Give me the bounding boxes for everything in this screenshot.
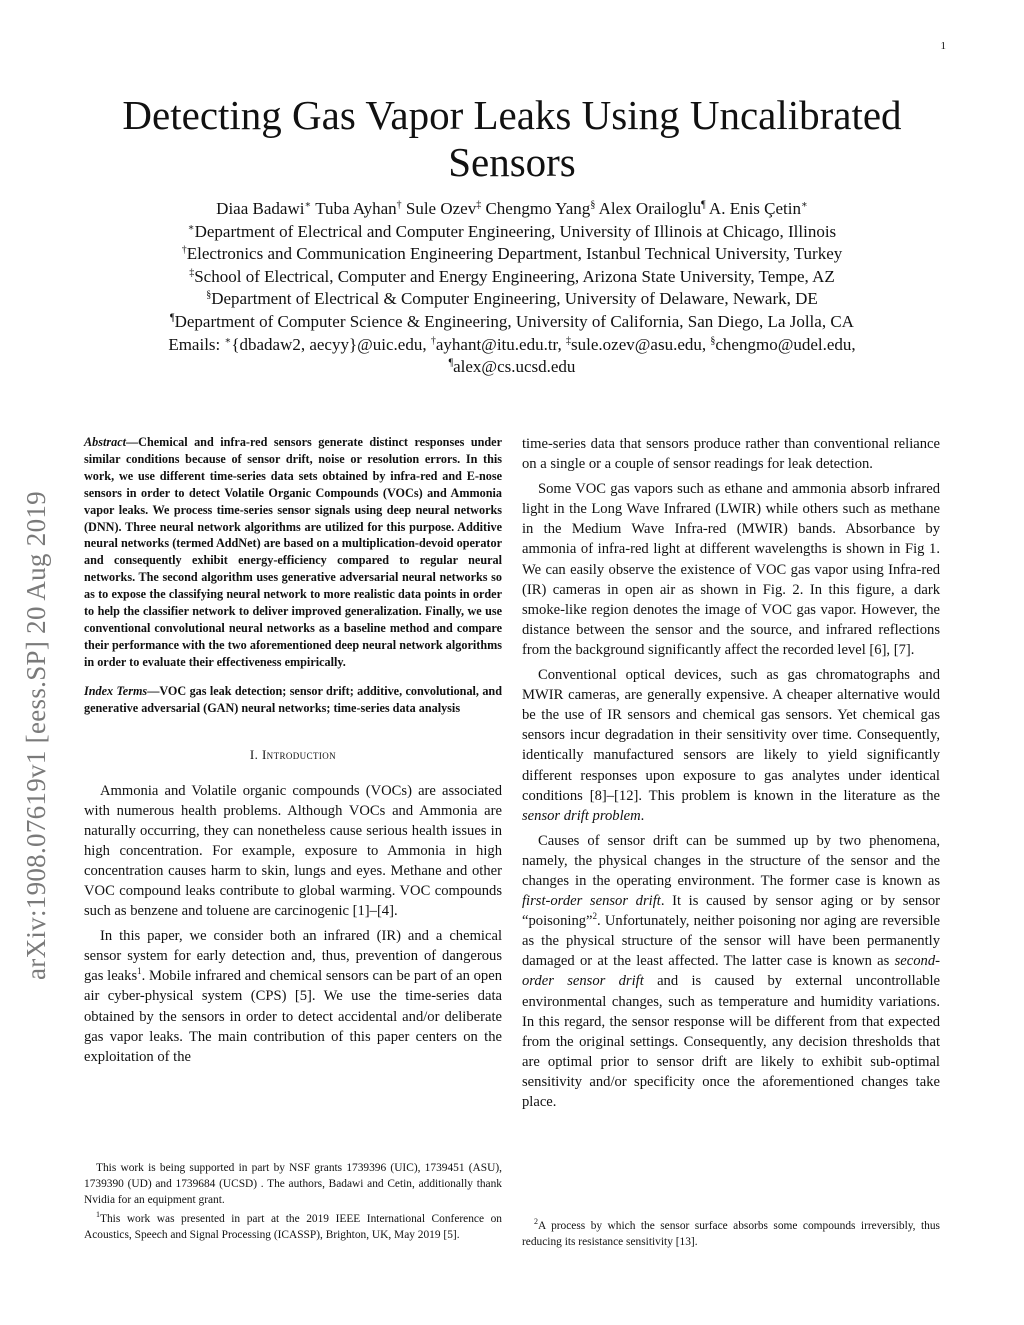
affiliation-text: Department of Electrical & Computer Engineering, University of Delaware, Newark, DE — [211, 289, 818, 309]
paragraph-text: . Mobile infrared and chemical sensors can be part of an open air cyber-physical system (CPS) [5]. We use the time-series data obtained by the sensors in order to detect accidental and/or deliberate gas vapor leaks. The main contribution of this paper centers on the exploitation of the — [84, 968, 502, 1065]
author-mark: ¶ — [701, 199, 706, 211]
author-mark: † — [396, 199, 402, 211]
affiliation-text: Electronics and Communication Engineering Department, Istanbul Technical University, Turkey — [186, 244, 843, 264]
affiliation-mark: ¶ — [170, 312, 175, 324]
affiliation-line — [90, 221, 934, 244]
paragraph-text: . — [640, 807, 645, 824]
footnote-text: A process by which the sensor surface absorbs some compounds irreversibly, thus reducing its resistance sensitivity [13]. — [522, 1220, 940, 1249]
email-mark: ∗ — [224, 334, 232, 346]
email-mark: § — [710, 334, 716, 346]
affiliation-line — [90, 288, 934, 311]
author-name: A. Enis Çetin — [708, 199, 802, 218]
footnote-2 — [522, 1218, 940, 1250]
author-mark: ‡ — [476, 199, 482, 211]
index-terms-label: Index Terms — [84, 683, 148, 698]
email-address: {dbadaw2, aecyy}@uic.edu, — [231, 334, 431, 354]
affiliation-text: Department of Computer Science & Engineering, University of California, San Diego, La Jolla, CA — [174, 311, 854, 331]
left-footnotes — [84, 1160, 502, 1245]
paragraph — [522, 831, 940, 1112]
paragraph-text: Conventional optical devices, such as gas chromatographs and MWIR cameras, are generally expensive. A cheaper alternative would be the use of IR sensors and chemical gas sensors. Yet chemical gas sensors incur degradation in their sensitivity over time. Consequently, identically manufactured sensors are likely to yield significantly different responses upon exposure to gas analytes under identical conditions [8]–[12]. This problem is known in the literature as the — [522, 667, 940, 804]
affiliation-line — [90, 311, 934, 334]
page-number: 1 — [940, 40, 946, 52]
abstract-text: —Chemical and infra-red sensors generate distinct responses under similar conditions because of sensor drift, noise or resolution errors. In this work, we use different time-series data sets obtained by infra-red and E-nose sensors in order to detect Volatile Organic Compounds (VOCs) and Ammonia vapor leaks. We process time-series sensor signals using deep neural networks (DNN). Three neural network algorithms are utilized for this purpose. Additive neural networks (termed AddNet) are based on a multiplication-devoid operator and consequently exhibit energy-efficiency compared to regular neural networks. The second algorithm uses generative adversarial neural networks so as to expose the classifying neural network to more realistic data points in order to help the classifier network to deliver improved generalization. Finally, we use conventional convolutional neural networks as a baseline method and compare their performance with the two aforementioned deep neural network algorithms in order to evaluate their effectiveness empirically. — [84, 435, 502, 669]
email-mark: ‡ — [566, 334, 572, 346]
right-footnotes — [522, 1218, 940, 1252]
funding-footnote: This work is being supported in part by NSF grants 1739396 (UIC), 1739451 (ASU), 1739390 (UD) and 1739684 (UCSD) . The authors, Badawi and Cetin, additionally thank Nvidia for an equipment grant. — [84, 1162, 502, 1207]
email-address: sule.ozev@asu.edu, — [571, 334, 711, 354]
author-block — [90, 198, 934, 379]
author-name: Tuba Ayhan — [315, 199, 397, 218]
paragraph: Ammonia and Volatile organic compounds (VOCs) are associated with numerous health problems. Although VOCs and Ammonia are naturally occurring, they can nonetheless cause serious health issues in high concentration. For example, exposure to Ammonia in high concentration causes harm to skin, lungs and eyes. Methane and other VOC compound leaks contribute to global warming. VOC compounds such as benzene and toluene are carcinogenic [1]–[4]. — [84, 782, 502, 920]
emphasis-text: second-order sensor drift — [522, 953, 940, 990]
paragraph-text: . It is caused by sensor aging or by sensor “poisoning” — [522, 893, 940, 930]
affiliation-mark: † — [181, 244, 187, 256]
abstract-label: Abstract — [84, 435, 126, 449]
email-mark: ¶ — [448, 357, 454, 369]
index-terms — [84, 683, 502, 717]
affiliation-text: School of Electrical, Computer and Energy Engineering, Arizona State University, Tempe, AZ — [194, 266, 835, 286]
paragraph-text: . Unfortunately, neither poisoning nor aging are reversible as the physical structure of the sensor will have been permanently damaged or at the least affected. The latter case is known as — [522, 913, 940, 970]
paragraph — [522, 665, 940, 826]
index-terms-text: —VOC gas leak detection; sensor drift; additive, convolutional, and generative adversarial (GAN) neural networks; time-series data analysis — [84, 683, 502, 715]
emails-label: Emails: — [168, 334, 225, 354]
emails-line — [90, 334, 934, 357]
affiliation-mark: § — [206, 289, 212, 301]
left-column — [84, 434, 502, 1072]
affiliation-line — [90, 266, 934, 289]
email-address: ayhant@itu.edu.tr, — [435, 334, 567, 354]
affiliation-mark: ‡ — [189, 267, 195, 279]
affiliation-mark: ∗ — [187, 221, 195, 233]
paragraph-text: In this paper, we consider both an infrared (IR) and a chemical sensor system for early detection and, thus, prevention of dangerous gas leaks — [84, 928, 502, 985]
author-mark: § — [590, 199, 596, 211]
right-column — [522, 434, 940, 1117]
footnote-text: This work was presented in part at the 2019 IEEE International Conference on Acoustics, Speech and Signal Processing (ICASSP), Brighton, UK, May 2019 [5]. — [84, 1212, 502, 1241]
footnote-reference[interactable]: 2 — [592, 911, 598, 922]
paragraph-text: and is caused by external uncontrollable environmental changes, such as temperature and humidity variations. In this regard, the sensor response will be different from that expected from the original settings. Consequently, any decision thresholds that are optimal prior to sensor drift are likely to exhibit sub-optimal sensitivity and/or specificity once the aforementioned changes take place. — [522, 973, 940, 1110]
paragraph: Some VOC gas vapors such as ethane and ammonia absorb infrared light in the Long Wave Infrared (LWIR) while others such as methane in the Medium Wave Infra-red (MWIR) bands. Absorbance by ammonia of infra-red light at different wavelengths is shown in Fig 1. We can easily observe the existence of VOC gas vapor using Infra-red (IR) cameras in open air as shown in Fig. 2. In this figure, a dark smoke-like region denotes the image of VOC gas vapor. However, the distance between the sensor and the source, and infrared reflections from the background significantly affect the recorded level [6], [7]. — [522, 481, 940, 658]
author-name: Diaa Badawi — [216, 199, 305, 218]
affiliation-line — [90, 243, 934, 266]
emails-line — [90, 356, 934, 379]
author-name: Sule Ozev — [405, 199, 477, 218]
email-mark: † — [430, 334, 436, 346]
paragraph-text: Causes of sensor drift can be summed up by two phenomena, namely, the physical changes in the structure of the sensor and the changes in the operating environment. The former case is known as — [522, 832, 940, 889]
paper-title: Detecting Gas Vapor Leaks Using Uncalibrated Sensors — [122, 92, 902, 185]
section-heading-introduction: I. Introduction — [249, 746, 337, 762]
email-address: chengmo@udel.edu, — [715, 334, 856, 354]
paragraph: time-series data that sensors produce rather than conventional reliance on a single or a couple of sensor readings for leak detection. — [522, 436, 940, 473]
footnote-reference[interactable]: 1 — [137, 966, 142, 977]
abstract — [84, 434, 502, 671]
footnote-1 — [84, 1211, 502, 1243]
author-mark: ∗ — [801, 199, 808, 211]
footnote-mark: 1 — [96, 1209, 100, 1219]
author-names — [90, 198, 934, 221]
author-mark: ∗ — [304, 199, 312, 211]
emphasis-text: sensor drift problem — [522, 807, 641, 824]
author-name: Alex Orailoglu — [598, 199, 702, 218]
arxiv-identifier-stamp: arXiv:1908.07619v1 [eess.SP] 20 Aug 2019 — [21, 491, 51, 980]
email-address: alex@cs.ucsd.edu — [453, 357, 576, 377]
emphasis-text: first-order sensor drift — [522, 893, 661, 910]
affiliation-text: Department of Electrical and Computer Engineering, University of Illinois at Chicago, Illinois — [194, 221, 837, 241]
footnote-mark: 2 — [534, 1217, 538, 1227]
paragraph — [84, 926, 502, 1067]
author-name: Chengmo Yang — [485, 199, 591, 218]
